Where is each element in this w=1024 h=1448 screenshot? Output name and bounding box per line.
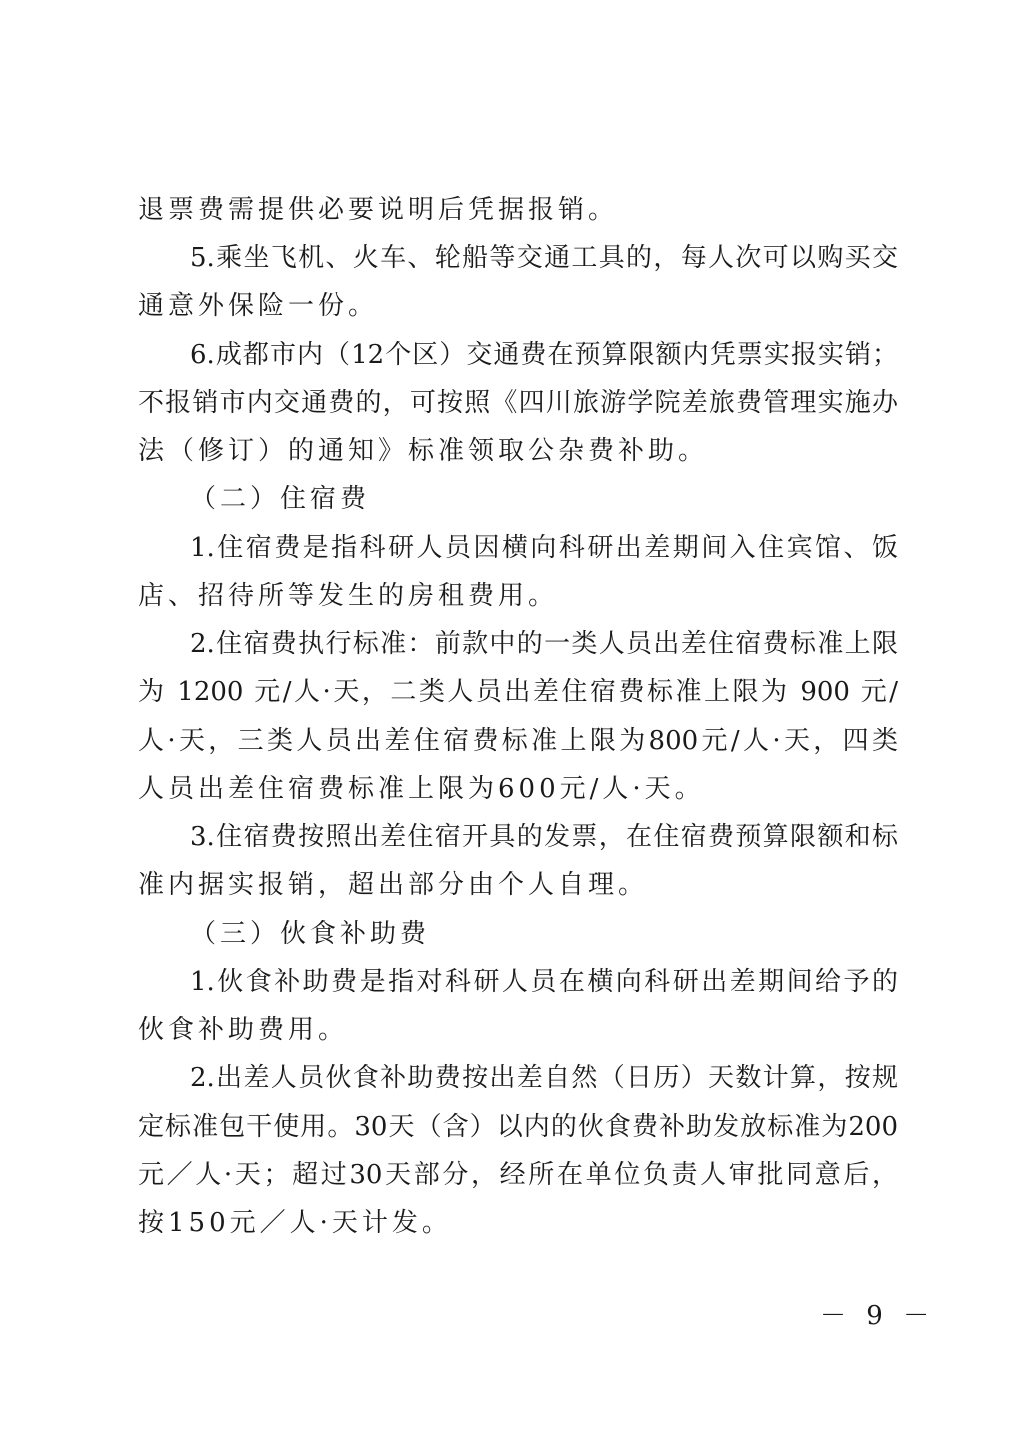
- text-line: 法（修订）的通知》标准领取公杂费补助。: [138, 436, 709, 466]
- section-heading: （二）住宿费: [190, 484, 371, 514]
- text-line: 通意外保险一份。: [138, 291, 379, 321]
- page-number: － 9 －: [820, 1301, 936, 1331]
- text-line: 定标准包干使用。30天（含）以内的伙食费补助发放标准为200: [138, 1112, 898, 1142]
- text-line: 为 1200 元/人·天，二类人员出差住宿费标准上限为 900 元/: [138, 677, 898, 707]
- text-line: 退票费需提供必要说明后凭据报销。: [138, 195, 619, 225]
- text-line: 2.出差人员伙食补助费按出差自然（日历）天数计算，按规: [190, 1063, 898, 1093]
- text-line: 5.乘坐飞机、火车、轮船等交通工具的，每人次可以购买交: [190, 243, 898, 273]
- text-line: 3.住宿费按照出差住宿开具的发票，在住宿费预算限额和标: [190, 822, 898, 852]
- text-line: 不报销市内交通费的，可按照《四川旅游学院差旅费管理实施办: [138, 388, 898, 418]
- text-line: 准内据实报销，超出部分由个人自理。: [138, 870, 649, 900]
- text-line: 店、招待所等发生的房租费用。: [138, 581, 559, 611]
- text-line: 按150元／人·天计发。: [138, 1208, 452, 1238]
- section-heading: （三）伙食补助费: [190, 919, 431, 949]
- text-line: 1.伙食补助费是指对科研人员在横向科研出差期间给予的: [190, 967, 898, 997]
- text-line: 人·天，三类人员出差住宿费标准上限为800元/人·天，四类: [138, 726, 898, 756]
- text-line: 元／人·天；超过30天部分，经所在单位负责人审批同意后，: [138, 1160, 898, 1190]
- text-line: 伙食补助费用。: [138, 1015, 349, 1045]
- text-line: 人员出差住宿费标准上限为600元/人·天。: [138, 774, 705, 804]
- text-line: 1.住宿费是指科研人员因横向科研出差期间入住宾馆、饭: [190, 533, 898, 563]
- text-line: 6.成都市内（12个区）交通费在预算限额内凭票实报实销；: [190, 340, 898, 370]
- text-line: 2.住宿费执行标准：前款中的一类人员出差住宿费标准上限: [190, 629, 898, 659]
